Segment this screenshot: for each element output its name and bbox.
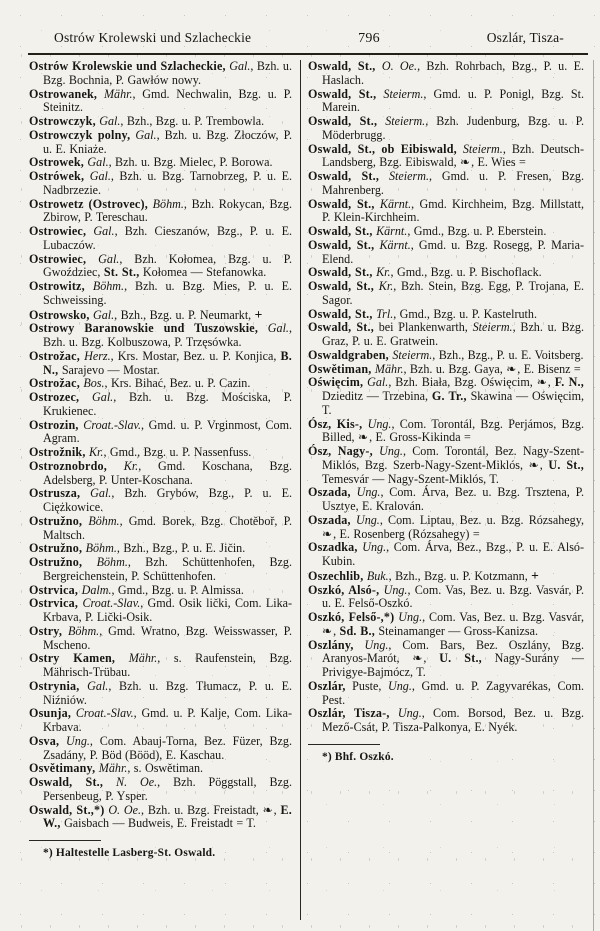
region-abbr: Böhm. [62, 623, 100, 638]
gazetteer-entry [308, 60, 584, 88]
two-column-text-area [0, 55, 600, 920]
gazetteer-entry [29, 170, 292, 198]
place-name: Oszada, [308, 485, 351, 500]
entry-text: , Gmd. u. P. Fresen, Bzg. Mahrenberg. [322, 169, 584, 197]
region-abbr: N. Oe. [103, 775, 158, 789]
entry-text: , Gmd. Koschana, Bzg. Adelsberg, P. Unter-Koschana. [43, 458, 292, 487]
entry-text: , Com. Borsod, Bez. u. Bzg. Mező-Csát, P. Tisza-Palkonya, E. Nyék. [322, 706, 584, 734]
region-abbr: Kärnt. [372, 224, 408, 238]
place-name: Ostrowiec, [29, 224, 87, 238]
posthorn-icon: ❧ [358, 430, 370, 445]
place-name: Oswald, St., [308, 320, 374, 335]
right-column-entries [308, 60, 584, 735]
entry-text: , [423, 651, 440, 666]
entry-text: , Bzh. Judenburg, Bzg. u. P. Möderbrugg. [322, 114, 584, 142]
place-name: Osvětimany, [29, 761, 96, 776]
column-divider-rule [300, 60, 301, 920]
region-abbr: Trl. [372, 306, 394, 321]
entry-text: , [273, 802, 281, 817]
railway-abbr: E. W., [43, 802, 292, 831]
region-abbr: Steierm. [376, 86, 424, 101]
entry-text: , Krs. Mostar, Bez. u. P. Konjica, [110, 348, 281, 363]
region-abbr: Ung. [379, 582, 408, 597]
left-column-entries [29, 60, 292, 831]
gazetteer-entry [29, 804, 292, 832]
footnote-rule [29, 840, 101, 841]
posthorn-icon: ❧ [322, 623, 334, 638]
entry-text: , [333, 623, 340, 638]
region-abbr: Ung. [389, 706, 422, 721]
gazetteer-entry [29, 308, 292, 323]
region-abbr: Herz. [79, 348, 111, 363]
entry-text: Dzieditz — Trzebina, [322, 389, 432, 403]
entry-text: , Krs. Bihać, Bez. u. P. Cazin. [104, 376, 251, 391]
gazetteer-entry [308, 225, 584, 239]
entry-text: , Bzh. u. Bzg. Mościska, P. Krukienec. [43, 390, 292, 418]
place-name: Ostružno, [29, 541, 83, 556]
gazetteer-entry [29, 446, 292, 460]
gazetteer-entry [29, 377, 292, 391]
entry-text: , Com. Árva, Bez., Bzg., P. u. E. Alsó-Kubin. [322, 540, 584, 568]
region-abbr: Gal. [258, 321, 289, 336]
entry-text: , Bzh. u. Bzg. Mies, P. u. E. Schweissing. [43, 279, 292, 307]
posthorn-icon: ❧ [412, 651, 424, 666]
region-abbr: Gal. [80, 486, 112, 501]
left-column [29, 60, 292, 920]
place-name: Ostrynia, [29, 678, 80, 693]
region-abbr: O. Oe. [375, 59, 418, 73]
place-name: Ostrozec, [29, 390, 80, 404]
place-name: Ostry, [29, 623, 63, 638]
place-name: Oswald, St., [308, 114, 378, 128]
gazetteer-entry [29, 60, 292, 88]
place-name: Oszkó, Alsó-, [308, 582, 380, 597]
gazetteer-entry [29, 487, 292, 515]
region-abbr: Kr. [372, 265, 391, 280]
place-name: Oswald, St.,*) [29, 802, 105, 817]
place-name: Oswald, St., [308, 265, 373, 280]
place-name: Oszlány, [308, 637, 354, 652]
region-abbr: Mähr. [97, 86, 133, 101]
place-name: Ostrožnik, [29, 445, 86, 459]
entry-text: , Bzh. u. Bzg. Freistadt, [141, 802, 263, 817]
region-abbr: Dalm. [78, 582, 112, 597]
gazetteer-entry [29, 225, 292, 253]
place-name: Ostrožac, [29, 376, 80, 391]
place-name: Oswětiman, [308, 361, 372, 376]
railway-abbr: Sd. B., [339, 623, 375, 638]
gazetteer-entry [308, 680, 584, 708]
place-name: Oswald, St., [308, 224, 373, 238]
place-name: Ostrowy Baranowskie und Tuszowskie, [29, 321, 259, 336]
gazetteer-entry [29, 625, 292, 653]
gazetteer-entry [29, 652, 292, 680]
posthorn-icon: ❧ [322, 526, 334, 541]
place-name: Oswald, St., [308, 169, 380, 183]
region-abbr: Ung. [372, 444, 403, 458]
place-name: Osunja, [29, 706, 72, 721]
entry-text: Gaisbach — Budweis, E. Freistadt = T. [60, 816, 256, 831]
gazetteer-entry [308, 280, 584, 308]
posthorn-icon: ❧ [460, 155, 472, 170]
gazetteer-entry [308, 445, 584, 486]
left-footnote-block [29, 840, 292, 859]
right-column [308, 60, 584, 920]
gazetteer-entry [308, 569, 584, 584]
place-name: Oswald, St., [308, 237, 375, 252]
entry-text: , Com. Torontál, Bzg. Perjámos, Bzg. Billed, [322, 416, 584, 445]
entry-text: , Bzh. Cieszanów, Bzg., P. u. E. Lubaczów. [43, 224, 292, 252]
gazetteer-entry [308, 707, 584, 735]
entry-text: , [547, 375, 555, 390]
region-abbr: Kr. [106, 458, 139, 473]
place-name: Ostrowetz (Ostrovec), [29, 196, 148, 211]
gazetteer-entry [29, 556, 292, 584]
posthorn-icon: ❧ [262, 802, 274, 817]
place-name: Oswald, St., ob Eibiswald, [308, 141, 457, 156]
entry-text: , [539, 457, 549, 472]
region-abbr: Steierm. [379, 169, 429, 183]
region-abbr: Gal. [225, 59, 251, 73]
entry-text: , Gmd. u. P. Vrginmost, Com. Agram. [43, 417, 293, 446]
place-name: Ostrówek, [29, 169, 85, 183]
entry-text: , Bzh. Rohrbach, Bzg., P. u. E. Haslach. [322, 59, 584, 87]
gazetteer-entry [29, 776, 292, 804]
right-footnote-text: *) Bhf. Oszkó. [322, 750, 394, 763]
gazetteer-entry [308, 115, 584, 143]
dagger-icon: + [254, 306, 263, 322]
entry-text: , Gmd. u. P. Ponigl, Bzg. St. Marein. [322, 86, 584, 115]
region-abbr: Mähr. [95, 761, 128, 776]
gazetteer-entry [308, 170, 584, 198]
place-name: Oszada, [308, 512, 351, 527]
region-abbr: Kr. [85, 445, 104, 459]
gazetteer-entry [29, 762, 292, 776]
entry-text: , Gmd., Bzg. u. P. Bischoflack. [390, 265, 542, 280]
gazetteer-entry [308, 639, 584, 680]
place-name: Oswald, St., [29, 775, 104, 789]
region-abbr: Böhm. [82, 555, 128, 569]
place-name: Oszkó, Felső-,*) [308, 610, 395, 624]
region-abbr: Gal. [86, 251, 120, 266]
entry-text: , Gmd. Nechwalin, Bzg. u. P. Steinitz. [43, 86, 293, 115]
entry-text: , Bzh. Pöggstall, Bzg. Persenbeug, P. Ysper. [43, 775, 292, 803]
entry-text: , Bzh. u. Bzg. Tarnobrzeg, P. u. E. Nadbrzezie. [43, 169, 292, 197]
header-page-number: 796 [358, 31, 380, 46]
gazetteer-entry [308, 363, 584, 377]
region-abbr: Gal. [79, 390, 114, 404]
place-name: Oszlár, Tisza-, [308, 706, 390, 721]
region-abbr: Croat.-Slav. [78, 596, 141, 611]
entry-text: Skawina — Oświęcim, T. [322, 389, 585, 417]
entry-text: , Bzh., Bzg. u. P. Kotzmann, [388, 568, 532, 583]
entry-text: , Com. Vas, Bez. u. Bzg. Vasvár, P. u. E. Felső-Oszkó. [322, 582, 585, 611]
gazetteer-entry [308, 514, 584, 542]
region-abbr: Ung. [350, 512, 380, 527]
gazetteer-entry [308, 611, 584, 639]
posthorn-icon: ❧ [506, 361, 518, 376]
region-abbr: Mähr. [115, 651, 158, 666]
railway-abbr: G. Tr., [431, 389, 467, 403]
place-name: Ostrvica, [29, 582, 79, 597]
gazetteer-entry [29, 129, 292, 157]
gazetteer-entry [29, 584, 292, 598]
place-name: Ostrozin, [29, 417, 79, 432]
place-name: Ostrožac, [29, 348, 80, 363]
region-abbr: Gal. [84, 169, 111, 183]
region-abbr: Ung. [357, 540, 387, 555]
entry-text: , Com. Torontál, Bez. Nagy-Szent-Miklós, Bzg. Szerb-Nagy-Szent-Miklós, [322, 444, 585, 472]
railway-abbr: F. N., [554, 375, 584, 390]
gazetteer-entry [29, 542, 292, 556]
entry-text: , E. Gross-Kikinda = [369, 430, 471, 445]
region-abbr: Gal. [363, 375, 389, 390]
posthorn-icon: ❧ [528, 457, 540, 472]
place-name: Ostrowczyk, [29, 114, 96, 128]
entry-text: , Bzh., Bzg., P. u. E. Voitsberg. [432, 347, 584, 362]
entry-text: , Gmd. Osik lički, Com. Lika-Krbava, P. Lički-Osik. [43, 596, 293, 624]
place-name: Ostrusza, [29, 486, 81, 501]
posthorn-icon: ❧ [536, 375, 548, 390]
gazetteer-entry [308, 349, 584, 363]
gazetteer-entry [29, 735, 292, 763]
place-name: Oszadka, [308, 540, 358, 555]
entry-text: bei Plankenwarth, [373, 320, 473, 335]
region-abbr: Croat.-Slav. [71, 706, 134, 721]
region-abbr: Böhm. [82, 513, 120, 528]
region-abbr: Gal. [95, 114, 121, 128]
place-name: Ostrowek, [29, 155, 84, 170]
gazetteer-entry [29, 391, 292, 419]
region-abbr: Gal. [79, 678, 109, 693]
place-name: Ósz, Kis-, [308, 416, 363, 431]
region-abbr: Ung. [59, 733, 90, 748]
entry-text: , Bzh. u. Bzg. Bochnia, P. Gawłów nowy. [43, 59, 292, 87]
place-name: Oswald, St., [308, 86, 377, 101]
right-footnote-block [308, 744, 584, 763]
entry-text: , Bzh., Bzg. u. P. Trembowla. [120, 114, 265, 128]
gazetteer-entry [308, 584, 584, 612]
footnote-rule [308, 744, 380, 745]
gazetteer-entry [308, 486, 584, 514]
place-name: Ostružno, [29, 555, 83, 569]
entry-text: , Gmd. u. P. Zagyvarékas, Com. Pest. [322, 678, 584, 707]
entry-text: Puste, [345, 678, 389, 693]
place-name: Oswaldgraben, [308, 347, 389, 362]
header-right-title: Oszlár, Tisza- [486, 30, 564, 45]
place-name: Oszechlib, [308, 568, 364, 583]
place-name: Oswald, St., [308, 59, 376, 73]
entry-text: , Gmd. u. Bzg. Rosegg, P. Maria-Elend. [322, 237, 584, 266]
place-name: Ostrowczyk polny, [29, 127, 131, 142]
entry-text: , s. Oswětiman. [127, 761, 204, 776]
entry-text: , Bzh. Schüttenhofen, Bzg. Bergreichenstein, P. Schüttenhofen. [43, 555, 292, 583]
place-name: Ósz, Nagy-, [308, 444, 373, 458]
gazetteer-entry [308, 418, 584, 446]
railway-abbr: U. St., [548, 457, 584, 472]
entry-text: , Bzh. u. Bzg. Złoczów, P. u. E. Kniaże. [43, 127, 293, 156]
gazetteer-entry [308, 239, 584, 267]
entry-text: Sarajevo — Mostar. [58, 362, 160, 377]
page-header [0, 0, 600, 53]
gazetteer-entry [29, 156, 292, 170]
region-abbr: Kärnt. [374, 196, 412, 211]
place-name: Ostrowitz, [29, 279, 85, 293]
region-abbr: Ung. [353, 637, 389, 652]
gazetteer-entry [29, 198, 292, 226]
entry-text: , s. Raufenstein, Bzg. Mährisch-Trübau. [43, 651, 292, 679]
entry-text: , Bzh. u. Bzg. Graz, P. u. E. Gratwein. [322, 320, 584, 348]
place-name: Oswald, St., [308, 306, 373, 321]
gazetteer-entry [29, 707, 292, 735]
entry-text: , Gmd. Borek, Bzg. Chotěboř, P. Maltsch. [43, 513, 292, 542]
place-name: Oswald, St., [308, 279, 374, 293]
railway-abbr: St. St., [103, 265, 140, 280]
entry-text: , E. Bisenz = [517, 361, 581, 376]
entry-text: , Bzh. Biała, Bzg. Oświęcim, [388, 375, 537, 390]
region-abbr: Gal. [130, 127, 157, 142]
gazetteer-entry [308, 308, 584, 322]
region-abbr: Mähr. [371, 361, 404, 376]
region-abbr: Kärnt. [374, 237, 411, 252]
gazetteer-entry [308, 266, 584, 280]
header-left-title: Ostrów Krolewski und Szlacheckie [54, 30, 252, 45]
dagger-icon: + [531, 567, 539, 583]
region-abbr: Buk. [363, 568, 389, 583]
region-abbr: Gal. [89, 307, 115, 322]
gazetteer-entry [29, 322, 292, 350]
gazetteer-entry [29, 350, 292, 378]
region-abbr: Gal. [86, 224, 115, 238]
entry-text: , Bzh. Rokycan, Bzg. Zbirow, P. Tereschau. [43, 196, 292, 225]
place-name: Ostroznobrdo, [29, 458, 107, 473]
region-abbr: Böhm. [84, 279, 125, 293]
entry-text: Temesvár — Nagy-Szent-Miklós, T. [322, 471, 499, 486]
entry-text: , Bzh. Grybów, Bzg., P. u. E. Ciężkowice. [43, 486, 292, 514]
entry-text: , Com. Vas, Bez. u. Bzg. Vasvár, [422, 610, 584, 624]
entry-text: , Gmd., Bzg. u. P. Nassenfuss. [103, 445, 252, 459]
entry-text: , Bzh. Deutsch-Landsberg, Bzg. Eibiswald, [322, 141, 584, 170]
entry-text: , Gmd. u. P. Kalje, Com. Lika-Krbava. [43, 706, 292, 734]
entry-text: , Bzh., Bzg. u. P. Neumarkt, [114, 307, 255, 322]
region-abbr: Croat.-Slav. [78, 417, 142, 432]
region-abbr: Ung. [350, 485, 381, 500]
entry-text: Steinamanger — Gross-Kanizsa. [374, 623, 539, 638]
entry-text: , E. Wies = [471, 155, 526, 170]
region-abbr: Ung. [388, 678, 412, 693]
entry-text: , Bzh., Bzg., P. u. E. Jičin. [116, 541, 246, 556]
region-abbr: Kr. [374, 279, 394, 293]
place-name: Ostrowiec, [29, 251, 87, 266]
entry-text: , Bzh. u. Bzg. Gaya, [403, 361, 507, 376]
gazetteer-entry [308, 541, 584, 569]
gazetteer-entry [29, 597, 292, 625]
entry-text: , Gmd., Bzg. u. P. Eberstein. [407, 224, 547, 238]
place-name: Oswald, St., [308, 196, 375, 211]
region-abbr: Bos. [79, 376, 105, 391]
region-abbr: Ung. [394, 610, 423, 624]
place-name: Ostružno, [29, 513, 83, 528]
entry-text: , Bzh. u. Bzg. Tłumacz, P. u. E. Niźniów. [43, 678, 292, 707]
place-name: Ostrowsko, [29, 307, 90, 322]
entry-text: , E. Rosenberg (Rózsahegy) = [333, 526, 480, 541]
gazetteer-entry [29, 253, 292, 281]
region-abbr: Böhm. [82, 541, 117, 556]
entry-text: , Bzh. u. Bzg. Kolbuszowa, P. Trzęsówka. [43, 321, 292, 349]
gazetteer-entry [29, 460, 292, 488]
entry-text: Nagy-Surány — Privigye-Bajmócz, T. [322, 651, 584, 679]
left-footnote-text: *) Haltestelle Lasberg-St. Oswald. [43, 847, 216, 859]
railway-abbr: U. St., [439, 651, 482, 666]
place-name: Ostry Kamen, [29, 651, 116, 666]
region-abbr: Gal. [84, 155, 109, 170]
entry-text: , Bzh. Stein, Bzg. Egg, P. Trojana, E. Sagor. [322, 279, 584, 307]
place-name: Osva, [29, 733, 60, 748]
gazetteer-entry [308, 321, 584, 349]
gazetteer-entry [29, 88, 292, 116]
entry-text: , Com. Abauj-Torna, Bez. Füzer, Bzg. Zsadány, P. Böd (Bööd), E. Kaschau. [43, 733, 292, 762]
entry-text: Kołomea — Stefanowka. [139, 265, 267, 280]
entry-text: , Bzh. Kołomea, Bzg. u. P. Gwoździec, [43, 251, 292, 280]
entry-text: , Com. Liptau, Bez. u. Bzg. Rózsahegy, [379, 512, 584, 527]
region-abbr: Ung. [362, 416, 392, 431]
region-abbr: Böhm. [147, 196, 184, 211]
region-abbr: Steierm. [472, 320, 513, 335]
region-abbr: O. Oe. [104, 802, 142, 817]
entry-text: , Gmd., Bzg. u. P. Almissa. [111, 582, 244, 597]
gazetteer-entry [29, 680, 292, 708]
gazetteer-entry [308, 88, 584, 116]
entry-text: , Com. Árva, Bez. u. Bzg. Trsztena, P. Usztye, E. Kralován. [322, 485, 584, 513]
gazetteer-entry [29, 515, 292, 543]
gazetteer-entry [29, 280, 292, 308]
gazetteer-entry [29, 419, 292, 447]
entry-text: , Gmd., Bzg. u. P. Kastelruth. [393, 306, 537, 321]
gazetteer-entry [308, 198, 584, 226]
entry-text: , Bzh. u. Bzg. Mielec, P. Borowa. [108, 155, 273, 170]
place-name: Ostrów Krolewskie und Szlacheckie, [29, 59, 226, 73]
gazetteer-entry [29, 115, 292, 129]
entry-text: , Gmd. Wratno, Bzg. Weisswasser, P. Mscheno. [43, 623, 292, 652]
place-name: Ostrowanek, [29, 86, 98, 101]
railway-abbr: B. N., [43, 348, 293, 377]
gazetteer-entry [308, 376, 584, 417]
place-name: Oświęcim, [308, 375, 364, 390]
page-edge-line [593, 60, 594, 931]
gazetteer-entry [308, 143, 584, 171]
region-abbr: Steierm. [388, 347, 433, 362]
entry-text: , Com. Bars, Bez. Oszlány, Bzg. Aranyos-Marót, [322, 637, 584, 666]
region-abbr: Steierm. [456, 141, 503, 156]
place-name: Ostrvica, [29, 596, 79, 611]
entry-text: , Gmd. Kirchheim, Bzg. Millstatt, P. Klein-Kirchheim. [322, 196, 584, 225]
region-abbr: Steierm. [377, 114, 426, 128]
place-name: Oszlár, [308, 678, 346, 693]
